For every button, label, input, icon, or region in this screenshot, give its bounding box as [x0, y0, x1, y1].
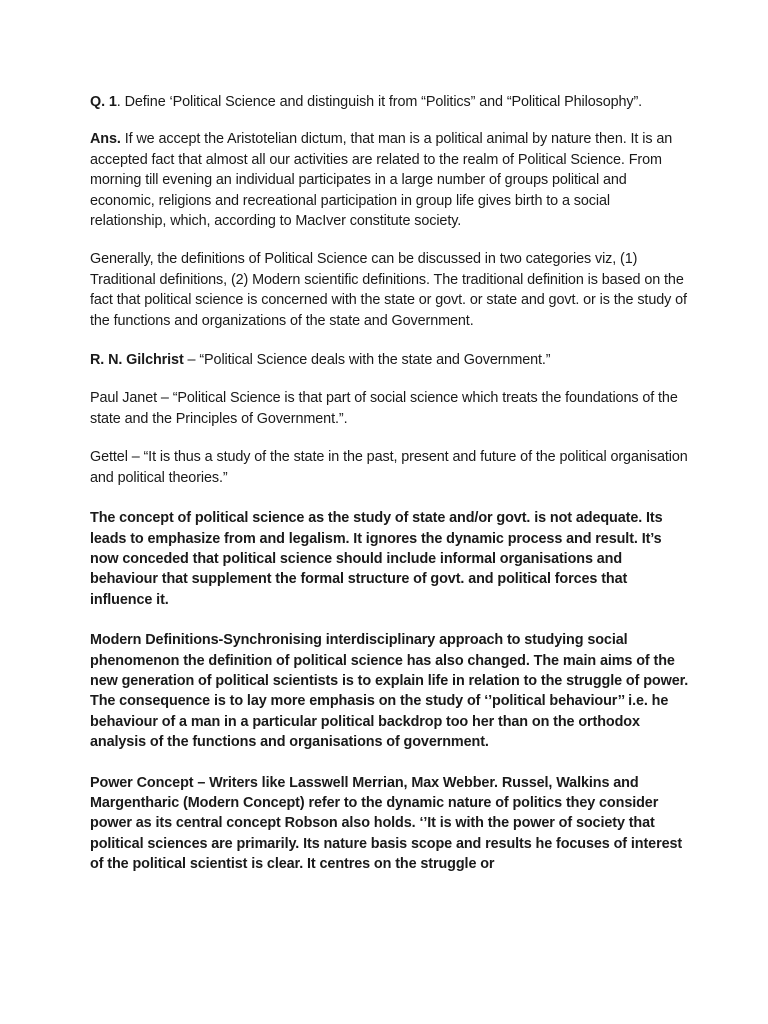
- answer-label: Ans.: [90, 131, 121, 148]
- concept-paragraph: The concept of political science as the study of state and/or govt. is not adequate. Its leads to emphasize from and legalism. It ignores the dynamic process and result. It’s now conceded that political science should include informal organisations and behaviour that supplement the formal structure of govt. and political forces that influence it.: [90, 510, 663, 608]
- question-label: Q. 1: [90, 94, 117, 110]
- gettel-paragraph: Gettel – “It is thus a study of the state in the past, present and future of the political organisation and political theories.”: [90, 449, 688, 486]
- gilchrist-quote: – “Political Science deals with the state and Government.”: [183, 352, 551, 369]
- answer-paragraph: [90, 129, 690, 231]
- answer-text: If we accept the Aristotelian dictum, that man is a political animal by nature then. It is an accepted fact that almost all our activities are related to the realm of Political Science. From morning till evening an individual participates in a large number of groups political and economic, religions and recreational participation in group life gives birth to a social relationship, which, according to MacIver constitute society.: [90, 131, 673, 230]
- definitions-paragraph: Generally, the definitions of Political Science can be discussed in two categories viz, (1) Traditional definitions, (2) Modern scientific definitions. The traditional definition is based on the fact that political science is concerned with the state or govt. or state and govt. or is the study of the functions and organizations of the state and Government.: [90, 251, 687, 329]
- janet-paragraph: Paul Janet – “Political Science is that part of social science which treats the foundations of the state and the Principles of Government.”.: [90, 390, 678, 427]
- question-paragraph: [90, 92, 690, 112]
- modern-definitions-paragraph: Modern Definitions-Synchronising interdisciplinary approach to studying social phenomenon the definition of political science has also changed. The main aims of the new generation of political scientists is to explain life in relation to the struggle of power. The consequence is to lay more emphasis on the study of ‘’political behaviour’’ i.e. he behaviour of a man in a particular political backdrop too her than on the orthodox analysis of the functions and organisations of government.: [90, 632, 689, 751]
- gilchrist-paragraph: [90, 350, 690, 370]
- power-concept-paragraph: Power Concept – Writers like Lasswell Merrian, Max Webber. Russel, Walkins and Margentharic (Modern Concept) refer to the dynamic nature of politics they consider power as its central concept Robson also holds. ‘’It is with the power of society that political sciences are primarily. Its nature basis scope and results he focuses of interest of the political scientist is clear. It centres on the struggle or: [90, 774, 683, 873]
- document-page: [90, 92, 690, 875]
- gilchrist-name: R. N. Gilchrist: [90, 352, 184, 369]
- question-text: . Define ‘Political Science and distinguish it from “Politics” and “Political Philosophy”.: [116, 94, 643, 110]
